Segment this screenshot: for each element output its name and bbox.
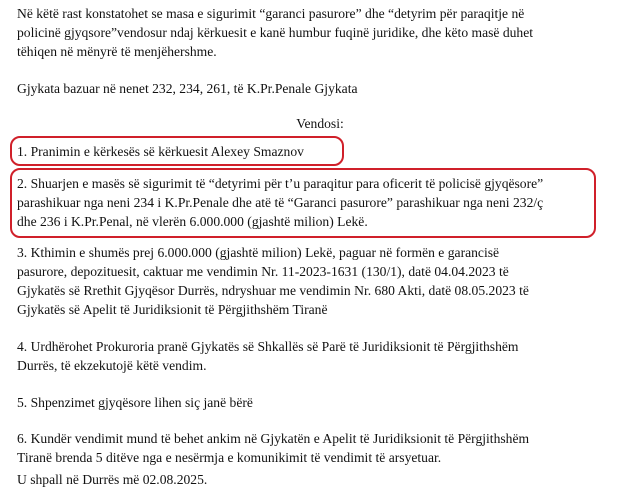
item-3-line-1: 3. Kthimin e shumës prej 6.000.000 (gjashtë milion) Lekë, paguar në formën e garancisë (17, 245, 500, 260)
item-4-line-1: 4. Urdhërohet Prokuroria pranë Gjykatës së Shkallës së Parë të Juridiksionit të Përgjithshëm (17, 339, 519, 354)
intro-line-1: Në këtë rast konstatohet se masa e sigurimit “garanci pasurore” dhe “detyrim për paraqitje në (17, 6, 525, 21)
item-3-line-2: pasurore, depozituesit, caktuar me vendimin Nr. 11-2023-1631 (130/1), datë 04.04.2023 të (17, 264, 509, 279)
item-6-line-1: 6. Kundër vendimit mund të behet ankim në Gjykatën e Apelit të Juridiksionit të Përgjithshëm (17, 431, 530, 446)
item-6-line-2: Tiranë brenda 5 ditëve nga e nesërmja e komunikimit të vendimit të arsyetuar. (17, 450, 442, 465)
item-2-line-1: 2. Shuarjen e masës së sigurimit të “detyrimi për t’u paraqitur para oficerit të policisë gjyqësore” (17, 176, 544, 191)
intro-line-3: tëhiqen në mënyrë të menjëhershme. (17, 44, 217, 59)
item-2-line-3: dhe 236 i K.Pr.Penal, në vlerën 6.000.000 (gjashtë milion) Lekë. (17, 214, 368, 229)
item-3-line-3: Gjykatës së Rrethit Gjyqësor Durrës, ndryshuar me vendimin Nr. 680 Akti, datë 08.05.2023 të (17, 283, 529, 298)
item-5-line-1: 5. Shpenzimet gjyqësore lihen siç janë bërë (17, 395, 253, 410)
item-3-line-4: Gjykatës së Apelit të Juridiksionit të Përgjithshëm Tiranë (17, 302, 328, 317)
decides-heading: Vendosi: (296, 116, 344, 131)
legal-basis: Gjykata bazuar në nenet 232, 234, 261, të K.Pr.Penale Gjykata (17, 81, 358, 96)
item-4-line-2: Durrës, të ekzekutojë këtë vendim. (17, 358, 207, 373)
intro-line-2: policinë gjyqsore”vendosur ndaj kërkuesit e kanë humbur fuqinë juridike, dhe këto masë duhet (17, 25, 534, 40)
closing-statement: U shpall në Durrës më 02.08.2025. (17, 472, 208, 487)
item-2-line-2: parashikuar nga neni 234 i K.Pr.Penale dhe atë të “Garanci pasurore” parashikuar nga neni 232/ç (17, 195, 544, 210)
item-1-line-1: 1. Pranimin e kërkesës së kërkuesit Alexey Smaznov (17, 144, 304, 159)
